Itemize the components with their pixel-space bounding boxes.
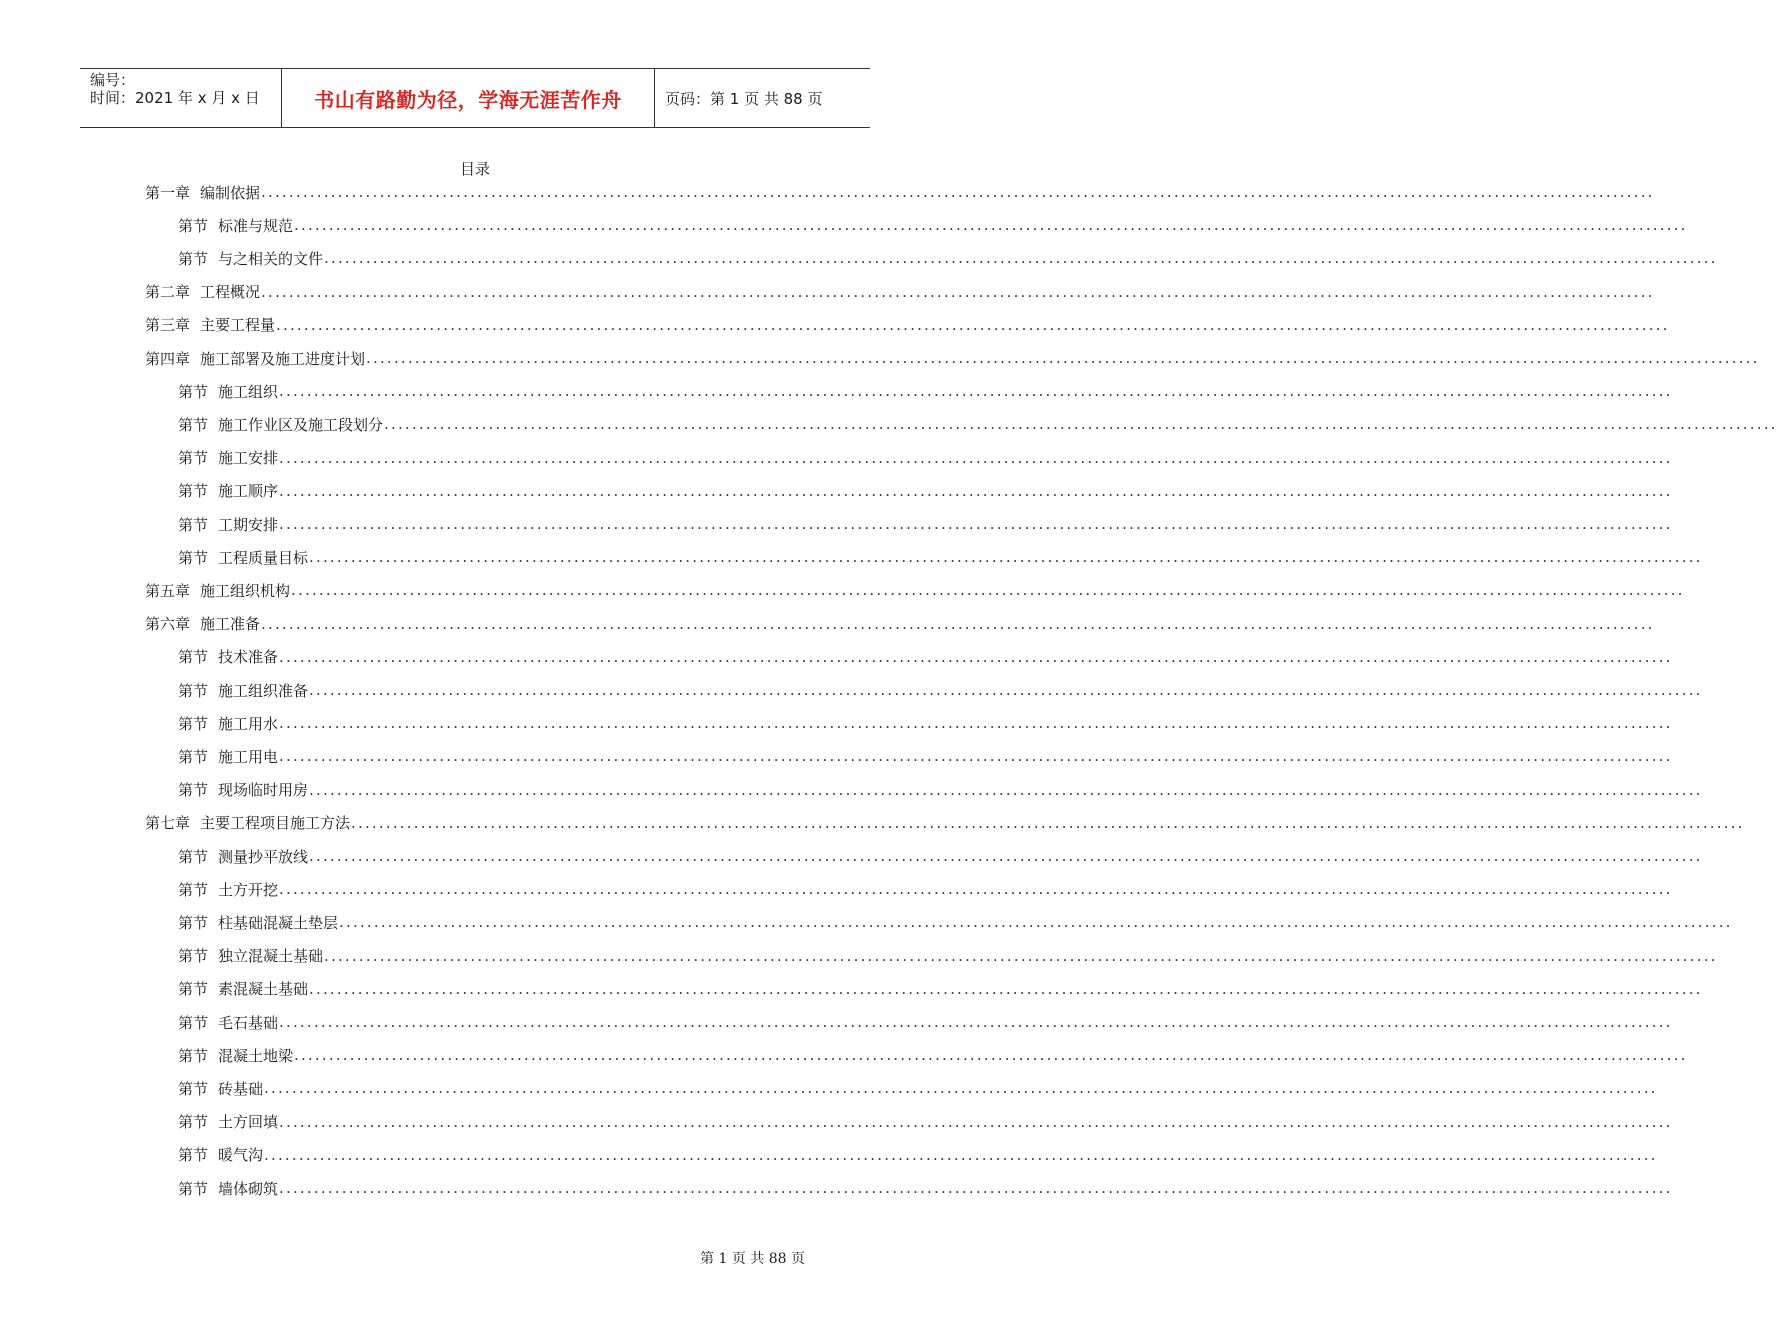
toc-entry-number: 第节 — [178, 548, 209, 567]
toc-entry-number: 第七章 — [145, 814, 191, 833]
toc-entry-title: 毛石基础 — [218, 1013, 279, 1032]
toc-entry-number: 第节 — [178, 747, 209, 766]
toc-entry-title: 工程质量目标 — [218, 548, 309, 567]
toc-entry-title: 现场临时用房 — [218, 781, 309, 800]
toc-entry-leader: ........................................................................................................................................................................................................ — [261, 183, 1655, 201]
toc-entry-title: 施工组织准备 — [218, 681, 309, 700]
toc-entry[interactable] — [178, 742, 1673, 770]
header-page-info: 页码：第 1 页 共 88 页 — [665, 89, 823, 108]
toc-entry-number: 第节 — [178, 449, 209, 468]
toc-entry-leader: ........................................................................................................................................................................................................ — [291, 581, 1685, 600]
toc-entry-number: 第二章 — [145, 283, 191, 302]
toc-entry-leader: ........................................................................................................................................................................................................ — [279, 481, 1673, 500]
toc-entry-title: 素混凝土基础 — [218, 980, 309, 999]
toc-entry-leader: ........................................................................................................................................................................................................ — [279, 515, 1673, 533]
toc-entry-number: 第四章 — [145, 349, 191, 368]
toc-entry[interactable] — [145, 178, 1655, 206]
toc-entry-title: 主要工程项目施工方法 — [200, 814, 351, 833]
toc-entry-title: 与之相关的文件 — [218, 249, 324, 268]
toc-entry-title: 独立混凝土基础 — [218, 947, 324, 966]
toc-entry-number: 第节 — [178, 880, 209, 899]
toc-entry[interactable] — [178, 709, 1673, 737]
toc-entry-title: 工程概况 — [200, 283, 261, 302]
toc-entry[interactable] — [145, 311, 1670, 339]
toc-entry-number: 第节 — [178, 781, 209, 800]
toc-entry-leader: ........................................................................................................................................................................................................ — [261, 614, 1655, 633]
page-footer: 第 1 页 共 88 页 — [700, 1251, 805, 1267]
toc-entry[interactable] — [178, 477, 1673, 505]
toc-entry-title: 测量抄平放线 — [218, 847, 309, 866]
toc-entry-number: 第五章 — [145, 581, 191, 600]
toc-entry-title: 技术准备 — [218, 648, 279, 667]
toc-entry[interactable] — [178, 875, 1673, 903]
toc-entry-leader: ........................................................................................................................................................................................................ — [309, 780, 1703, 799]
toc-entry-number: 第节 — [178, 648, 209, 667]
toc-entry-number: 第节 — [178, 216, 209, 235]
toc-entry-leader: ........................................................................................................................................................................................................ — [279, 1013, 1673, 1031]
toc-entry[interactable] — [178, 410, 1778, 438]
toc-entry-leader: ........................................................................................................................................................................................................ — [324, 249, 1718, 268]
toc-entry-leader: ........................................................................................................................................................................................................ — [279, 1179, 1673, 1197]
toc-entry-title: 施工顺序 — [218, 482, 279, 501]
toc-entry-leader: ........................................................................................................................................................................................................ — [261, 282, 1655, 301]
toc-entry-title: 施工安排 — [218, 449, 279, 468]
toc-entry-leader: ........................................................................................................................................................................................................ — [279, 747, 1673, 766]
toc-entry[interactable] — [178, 975, 1703, 1003]
toc-entry-number: 第三章 — [145, 316, 191, 335]
toc-entry[interactable] — [178, 543, 1703, 571]
toc-entry-number: 第节 — [178, 1046, 209, 1065]
toc-entry[interactable] — [178, 377, 1673, 405]
toc-entry-number: 第节 — [178, 980, 209, 999]
toc-entry-title: 墙体砌筑 — [218, 1179, 279, 1198]
number-label: 编号： — [90, 71, 136, 89]
toc-entry-title: 土方回填 — [218, 1113, 279, 1132]
toc-entry[interactable] — [178, 776, 1703, 804]
toc-entry-leader: ........................................................................................................................................................................................................ — [264, 1145, 1658, 1164]
toc-entry[interactable] — [178, 1008, 1673, 1036]
time-label: 时间：2021 年 x 月 x 日 — [90, 89, 260, 107]
toc-entry-title: 施工组织机构 — [200, 581, 291, 600]
toc-entry-number: 第节 — [178, 1113, 209, 1132]
toc-entry[interactable] — [178, 908, 1733, 936]
toc-entry-leader: ........................................................................................................................................................................................................ — [279, 880, 1673, 899]
toc-entry-title: 标准与规范 — [218, 216, 294, 235]
toc-entry[interactable] — [178, 842, 1703, 870]
toc-entry-number: 第节 — [178, 913, 209, 932]
toc-title: 目录 — [459, 160, 490, 178]
toc-entry[interactable] — [145, 344, 1760, 372]
toc-entry[interactable] — [178, 1074, 1658, 1102]
toc-entry-leader: ........................................................................................................................................................................................................ — [279, 448, 1673, 467]
toc-entry-title: 施工准备 — [200, 615, 261, 634]
toc-entry[interactable] — [178, 643, 1673, 671]
toc-entry-number: 第节 — [178, 1079, 209, 1098]
toc-entry-number: 第一章 — [145, 183, 191, 202]
toc-entry-number: 第节 — [178, 714, 209, 733]
toc-entry[interactable] — [178, 1141, 1658, 1169]
toc-entry-title: 砖基础 — [218, 1079, 264, 1098]
toc-entry[interactable] — [178, 244, 1718, 272]
toc-entry-leader: ........................................................................................................................................................................................................ — [309, 548, 1703, 567]
page-header — [80, 68, 870, 128]
toc-entry-leader: ........................................................................................................................................................................................................ — [279, 1112, 1673, 1131]
toc-entry[interactable] — [178, 942, 1718, 970]
toc-entry[interactable] — [145, 809, 1745, 837]
toc-entry-title: 编制依据 — [200, 183, 261, 202]
toc-entry-leader: ........................................................................................................................................................................................................ — [279, 382, 1673, 401]
header-meta — [80, 69, 282, 127]
toc-entry[interactable] — [178, 211, 1688, 239]
toc-entry[interactable] — [178, 1041, 1688, 1069]
toc-entry-number: 第节 — [178, 515, 209, 534]
toc-entry[interactable] — [178, 676, 1703, 704]
header-motto: 书山有路勤为径，学海无涯苦作舟 — [282, 69, 655, 127]
toc-entry-title: 土方开挖 — [218, 880, 279, 899]
toc-entry[interactable] — [145, 576, 1685, 604]
toc-entry-leader: ........................................................................................................................................................................................................ — [309, 681, 1703, 699]
toc-entry-number: 第节 — [178, 415, 209, 434]
toc-entry-leader: ........................................................................................................................................................................................................ — [294, 1046, 1688, 1065]
toc-entry-title: 暖气沟 — [218, 1146, 264, 1165]
toc-entry-number: 第节 — [178, 1146, 209, 1165]
toc-entry[interactable] — [145, 278, 1655, 306]
toc-entry-title: 施工用电 — [218, 747, 279, 766]
toc-entry-leader: ........................................................................................................................................................................................................ — [279, 647, 1673, 666]
toc-entry-title: 施工部署及施工进度计划 — [200, 349, 366, 368]
toc-entry-leader: ........................................................................................................................................................................................................ — [309, 979, 1703, 998]
toc-entry[interactable] — [178, 444, 1673, 472]
toc-entry[interactable] — [178, 510, 1673, 538]
toc-entry-title: 柱基础混凝土垫层 — [218, 913, 339, 932]
toc-entry-leader: ........................................................................................................................................................................................................ — [366, 349, 1760, 367]
toc-entry[interactable] — [178, 1108, 1673, 1136]
toc-entry-number: 第节 — [178, 1013, 209, 1032]
toc-entry-leader: ........................................................................................................................................................................................................ — [351, 813, 1745, 832]
toc-entry-number: 第六章 — [145, 615, 191, 634]
toc-entry-title: 施工组织 — [218, 382, 279, 401]
toc-entry-leader: ........................................................................................................................................................................................................ — [276, 315, 1670, 334]
toc-entry-leader: ........................................................................................................................................................................................................ — [294, 216, 1688, 235]
toc-entry[interactable] — [178, 1174, 1673, 1202]
toc-entry-number: 第节 — [178, 482, 209, 501]
toc-entry-title: 工期安排 — [218, 515, 279, 534]
toc-entry-number: 第节 — [178, 681, 209, 700]
toc-entry-leader: ........................................................................................................................................................................................................ — [309, 847, 1703, 865]
toc-entry-leader: ........................................................................................................................................................................................................ — [264, 1079, 1658, 1098]
toc-entry-title: 混凝土地梁 — [218, 1046, 294, 1065]
toc-entry-leader: ........................................................................................................................................................................................................ — [279, 714, 1673, 733]
toc-entry-number: 第节 — [178, 382, 209, 401]
toc-entry-title: 施工用水 — [218, 714, 279, 733]
toc-entry-number: 第节 — [178, 1179, 209, 1198]
toc-entry-title: 施工作业区及施工段划分 — [218, 415, 384, 434]
toc-entry-leader: ........................................................................................................................................................................................................ — [384, 415, 1778, 434]
toc-entry[interactable] — [145, 610, 1655, 638]
toc-entry-number: 第节 — [178, 249, 209, 268]
toc-entry-number: 第节 — [178, 847, 209, 866]
toc-entry-leader: ........................................................................................................................................................................................................ — [339, 913, 1733, 932]
toc-entry-number: 第节 — [178, 947, 209, 966]
toc-entry-leader: ........................................................................................................................................................................................................ — [324, 946, 1718, 965]
toc-entry-title: 主要工程量 — [200, 316, 276, 335]
